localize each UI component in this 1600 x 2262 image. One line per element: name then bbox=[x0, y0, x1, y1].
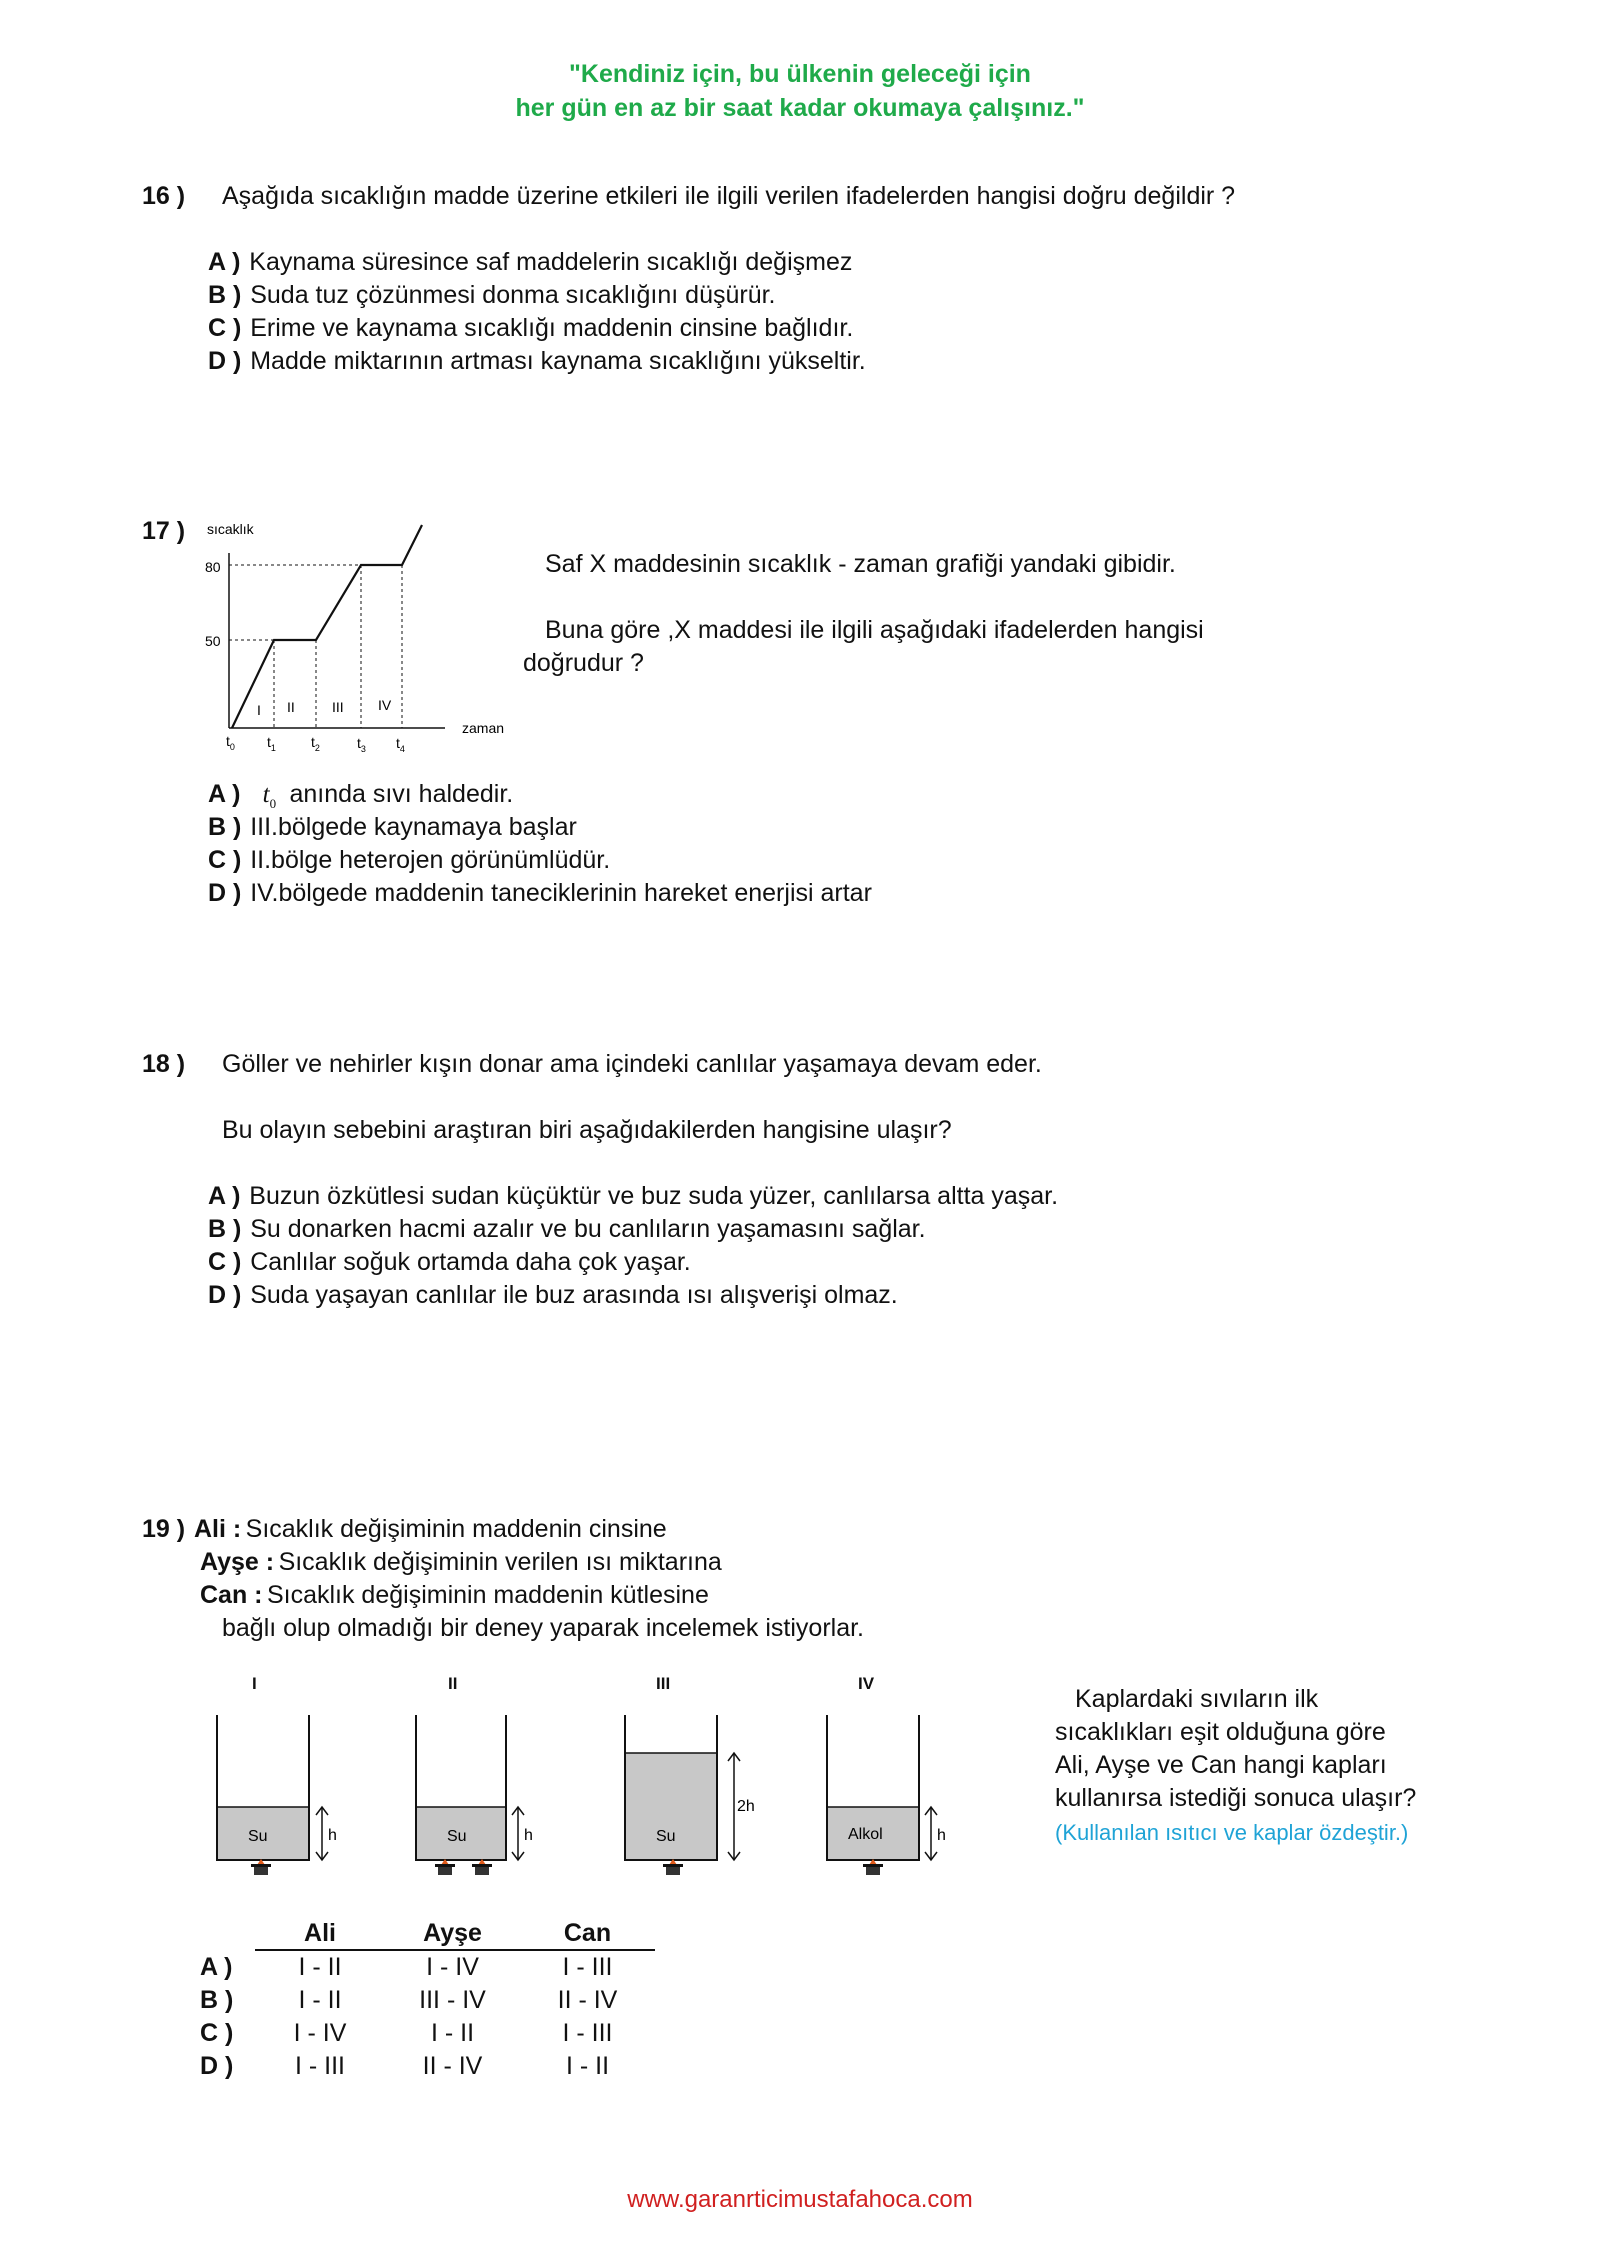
question-stem-2a: Buna göre ,X maddesi ile ilgili aşağıdaki ifadelerden hangisi bbox=[545, 616, 1204, 644]
question-number: 18 ) bbox=[142, 1050, 186, 1078]
burner-icon bbox=[863, 1859, 883, 1875]
container-i-roman: I bbox=[252, 1674, 257, 1693]
cell-can: I - III bbox=[562, 2019, 613, 2047]
option-letter: C ) bbox=[208, 1248, 242, 1276]
height-label: h bbox=[524, 1827, 533, 1844]
option-list bbox=[208, 1182, 1058, 1314]
container-ii bbox=[416, 1715, 533, 1875]
liquid-label: Su bbox=[656, 1828, 676, 1845]
region-label-ii: II bbox=[287, 699, 295, 715]
option-text: Buzun özkütlesi sudan küçüktür ve buz suda yüzer, canlılarsa altta yaşar. bbox=[249, 1182, 1059, 1210]
x-axis-title: zaman bbox=[462, 720, 505, 736]
option-a bbox=[208, 1182, 1058, 1215]
option-a bbox=[208, 248, 866, 281]
ali-text: Sıcaklık değişiminin maddenin cinsine bbox=[245, 1515, 667, 1543]
option-b bbox=[208, 813, 872, 846]
option-b bbox=[208, 1215, 1058, 1248]
option-text: IV.bölgede maddenin taneciklerinin hareket enerjisi artar bbox=[250, 879, 872, 907]
option-a bbox=[208, 780, 872, 813]
region-label-i: I bbox=[257, 702, 261, 718]
option-text: Erime ve kaynama sıcaklığı maddenin cinsine bağlıdır. bbox=[250, 314, 854, 342]
header-line-1: "Kendiniz için, bu ülkenin geleceği için bbox=[569, 60, 1031, 88]
liquid-label: Su bbox=[447, 1828, 467, 1845]
footer-website-link[interactable]: www.garanrticimustafahoca.com bbox=[627, 2186, 973, 2213]
option-c bbox=[208, 1248, 1058, 1281]
container-iii-roman: III bbox=[656, 1674, 671, 1693]
side-text-1: Kaplardaki sıvıların ilk bbox=[1075, 1685, 1319, 1713]
question-text-1: Göller ve nehirler kışın donar ama içindeki canlılar yaşamaya devam eder. bbox=[222, 1050, 1042, 1078]
option-text: anında sıvı haldedir. bbox=[289, 780, 514, 808]
answer-table bbox=[200, 1917, 655, 2083]
cell-ayse: III - IV bbox=[419, 1986, 486, 2014]
height-label: h bbox=[937, 1827, 946, 1844]
container-i bbox=[217, 1715, 337, 1875]
option-d bbox=[208, 1281, 1058, 1314]
option-letter: D ) bbox=[208, 1281, 242, 1309]
cell-ali: I - II bbox=[298, 1986, 342, 2014]
option-d bbox=[208, 347, 866, 380]
option-text: Suda yaşayan canlılar ile buz arasında ısı alışverişi olmaz. bbox=[250, 1281, 898, 1309]
region-label-iv: IV bbox=[378, 697, 392, 713]
option-letter: B ) bbox=[208, 281, 242, 309]
temperature-curve bbox=[232, 525, 422, 728]
option-text: Canlılar soğuk ortamda daha çok yaşar. bbox=[250, 1248, 691, 1276]
table-row bbox=[200, 2017, 655, 2050]
row-letter: A ) bbox=[200, 1952, 233, 1981]
ayse-text: Sıcaklık değişiminin verilen ısı miktarına bbox=[278, 1548, 722, 1576]
containers-figure bbox=[200, 1665, 980, 1895]
side-text-4: kullanırsa istediği sonuca ulaşır? bbox=[1055, 1784, 1417, 1812]
option-letter: A ) bbox=[208, 248, 241, 276]
question-number: 16 ) bbox=[142, 182, 186, 210]
option-text: Suda tuz çözünmesi donma sıcaklığını düşürür. bbox=[250, 281, 776, 309]
option-text: Madde miktarının artması kaynama sıcaklığını yükseltir. bbox=[250, 347, 866, 375]
cell-ali: I - III bbox=[295, 2052, 345, 2080]
ali-line bbox=[142, 1515, 667, 1544]
burner-icon bbox=[472, 1859, 492, 1875]
table-row bbox=[200, 2050, 655, 2083]
ayse-line bbox=[200, 1548, 722, 1577]
ali-label: Ali : bbox=[193, 1515, 242, 1543]
question-stem-2b: doğrudur ? bbox=[523, 649, 644, 677]
option-c bbox=[208, 314, 866, 347]
option-d bbox=[208, 879, 872, 912]
y-axis-title: sıcaklık bbox=[207, 521, 254, 537]
t-label-2: $t_2$ bbox=[311, 734, 320, 753]
question-number: 19 ) bbox=[142, 1515, 186, 1543]
question-stem-1: Saf X maddesinin sıcaklık - zaman grafiği yandaki gibidir. bbox=[545, 550, 1176, 578]
option-letter: C ) bbox=[208, 846, 242, 874]
row-letter: B ) bbox=[200, 1986, 234, 2014]
row-letter: D ) bbox=[200, 2052, 234, 2080]
option-letter: B ) bbox=[208, 1215, 242, 1243]
option-text: Kaynama süresince saf maddelerin sıcaklığı değişmez bbox=[249, 248, 853, 276]
can-line bbox=[200, 1581, 709, 1610]
can-label: Can : bbox=[200, 1581, 263, 1609]
cell-ayse: II - IV bbox=[422, 2052, 483, 2080]
note-text: (Kullanılan ısıtıcı ve kaplar özdeştir.) bbox=[1055, 1820, 1409, 1845]
height-label: 2h bbox=[737, 1798, 755, 1815]
question-text: Aşağıda sıcaklığın madde üzerine etkileri ile ilgili verilen ifadelerden hangisi doğru değildir ? bbox=[222, 182, 1236, 210]
t0-symbol: $t_0$ bbox=[262, 781, 277, 811]
cell-can: I - III bbox=[562, 1953, 613, 1981]
option-list bbox=[208, 248, 866, 380]
ayse-label: Ayşe : bbox=[200, 1548, 275, 1576]
option-b bbox=[208, 281, 866, 314]
burner-icon bbox=[435, 1859, 455, 1875]
t-label-3: $t_3$ bbox=[357, 735, 366, 754]
cell-ali: I - IV bbox=[293, 2019, 347, 2047]
side-text-2: sıcaklıkları eşit olduğuna göre bbox=[1055, 1718, 1386, 1746]
t-label-0: $t_0$ bbox=[226, 733, 235, 752]
option-list bbox=[208, 780, 872, 912]
t-label-1: $t_1$ bbox=[267, 734, 276, 753]
option-letter: B ) bbox=[208, 813, 242, 841]
header-ali: Ali bbox=[255, 1917, 385, 1950]
can-text: Sıcaklık değişiminin maddenin kütlesine bbox=[266, 1581, 709, 1609]
row-letter: C ) bbox=[200, 2019, 234, 2047]
option-text: II.bölge heterojen görünümlüdür. bbox=[250, 846, 611, 874]
temperature-time-graph bbox=[200, 515, 520, 755]
liquid-label: Alkol bbox=[848, 1826, 883, 1843]
table-row bbox=[200, 1984, 655, 2017]
table-row bbox=[200, 1950, 655, 1984]
cell-ayse: I - II bbox=[430, 2019, 475, 2047]
burner-icon bbox=[663, 1859, 683, 1875]
cell-ali: I - II bbox=[298, 1953, 342, 1981]
question-number: 17 ) bbox=[142, 517, 186, 545]
y-tick-80: 80 bbox=[205, 559, 221, 575]
question-text-2: Bu olayın sebebini araştıran biri aşağıdakilerden hangisine ulaşır? bbox=[222, 1116, 952, 1144]
height-label: h bbox=[328, 1827, 337, 1844]
container-iv bbox=[827, 1715, 946, 1875]
burner-icon bbox=[251, 1859, 271, 1875]
cell-can: I - II bbox=[565, 2052, 610, 2080]
t-label-4: $t_4$ bbox=[396, 735, 405, 754]
container-ii-roman: II bbox=[448, 1674, 458, 1693]
option-text: III.bölgede kaynamaya başlar bbox=[250, 813, 577, 841]
option-letter: A ) bbox=[208, 1182, 241, 1210]
side-text-3: Ali, Ayşe ve Can hangi kapları bbox=[1055, 1751, 1387, 1779]
liquid-label: Su bbox=[248, 1828, 268, 1845]
cell-can: II - IV bbox=[557, 1986, 618, 2014]
option-c bbox=[208, 846, 872, 879]
container-iv-roman: IV bbox=[858, 1674, 875, 1693]
table-header-row bbox=[200, 1917, 655, 1950]
y-tick-50: 50 bbox=[205, 633, 221, 649]
option-letter: A ) bbox=[208, 780, 241, 808]
header-ayse: Ayşe bbox=[385, 1917, 520, 1950]
region-label-iii: III bbox=[332, 699, 344, 715]
option-letter: C ) bbox=[208, 314, 242, 342]
container-iii bbox=[625, 1715, 755, 1875]
option-letter: D ) bbox=[208, 879, 242, 907]
option-letter: D ) bbox=[208, 347, 242, 375]
option-text: Su donarken hacmi azalır ve bu canlıların yaşamasını sağlar. bbox=[250, 1215, 926, 1243]
header-line-2: her gün en az bir saat kadar okumaya çalışınız." bbox=[515, 94, 1085, 122]
question-tail: bağlı olup olmadığı bir deney yaparak incelemek istiyorlar. bbox=[222, 1614, 865, 1642]
cell-ayse: I - IV bbox=[426, 1953, 479, 1981]
header-can: Can bbox=[520, 1917, 655, 1950]
